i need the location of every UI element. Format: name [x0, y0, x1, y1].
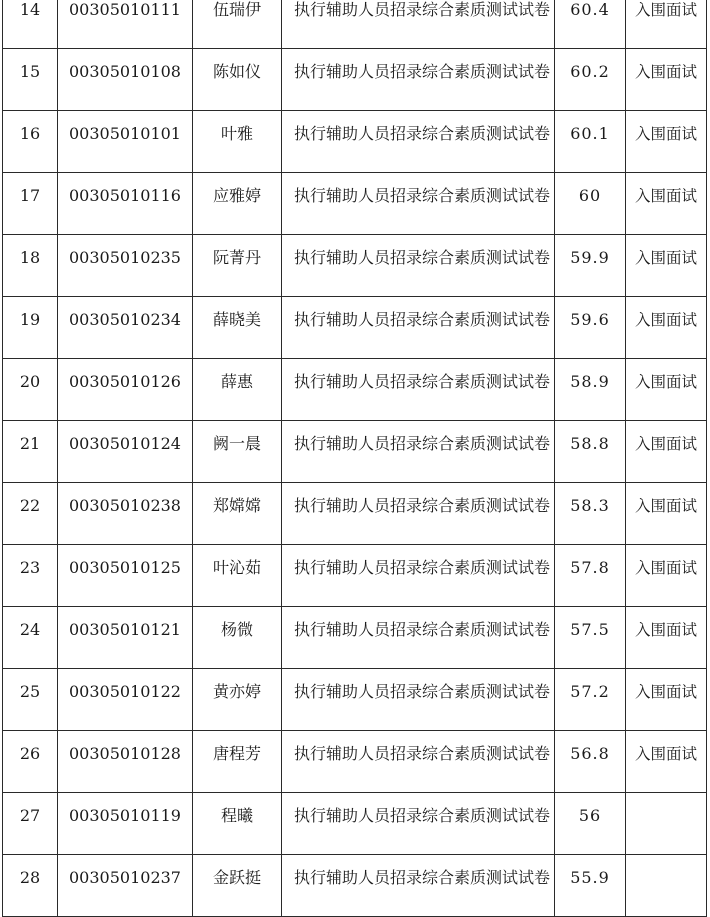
- score-cell: [555, 0, 626, 49]
- result-status: 入围面试: [634, 249, 697, 267]
- exam-name: 执行辅助人员招录综合素质测试试卷: [294, 0, 551, 19]
- seq-cell: [3, 669, 58, 731]
- score: 59.6: [570, 310, 610, 329]
- exam-cell: [282, 545, 555, 607]
- candidate-name-cell: [193, 235, 282, 297]
- exam-name: 执行辅助人员招录综合素质测试试卷: [294, 806, 551, 825]
- candidate-id: 00305010121: [69, 620, 181, 639]
- candidate-id-cell: [58, 173, 193, 235]
- seq-cell: [3, 49, 58, 111]
- result-status: 入围面试: [634, 559, 697, 577]
- candidate-name-cell: [193, 49, 282, 111]
- score: 59.9: [570, 248, 610, 267]
- result-status: 入围面试: [634, 745, 697, 763]
- exam-name: 执行辅助人员招录综合素质测试试卷: [294, 372, 551, 391]
- table-row: [3, 111, 707, 173]
- exam-cell: [282, 669, 555, 731]
- exam-cell: [282, 49, 555, 111]
- exam-name: 执行辅助人员招录综合素质测试试卷: [294, 310, 551, 329]
- result-cell: [626, 359, 707, 421]
- result-cell: [626, 49, 707, 111]
- exam-cell: [282, 731, 555, 793]
- result-status: 入围面试: [634, 373, 697, 391]
- candidate-name: 薛晓美: [212, 310, 261, 329]
- exam-cell: [282, 111, 555, 173]
- seq-cell: [3, 297, 58, 359]
- result-cell: [626, 0, 707, 49]
- table-row: [3, 855, 707, 917]
- exam-name: 执行辅助人员招录综合素质测试试卷: [294, 62, 551, 81]
- candidate-name: 唐程芳: [212, 744, 261, 763]
- score-cell: [555, 731, 626, 793]
- seq-number: 28: [19, 868, 41, 887]
- candidate-name: 黄亦婷: [212, 682, 261, 701]
- seq-number: 15: [19, 62, 41, 81]
- candidate-id: 00305010122: [69, 682, 181, 701]
- candidate-name: 阙一晨: [212, 434, 261, 453]
- score: 55.9: [570, 868, 610, 887]
- score-cell: [555, 483, 626, 545]
- table-row: [3, 669, 707, 731]
- candidate-name: 叶雅: [220, 124, 253, 143]
- candidate-name: 杨微: [220, 620, 253, 639]
- seq-number: 17: [19, 186, 41, 205]
- result-status: 入围面试: [634, 497, 697, 515]
- result-cell: [626, 483, 707, 545]
- candidate-id: 00305010111: [69, 0, 181, 19]
- result-cell: [626, 607, 707, 669]
- candidate-id: 00305010124: [69, 434, 181, 453]
- result-status: 入围面试: [634, 1, 697, 19]
- score: 60.4: [570, 0, 610, 19]
- score: 57.5: [570, 620, 610, 639]
- exam-name: 执行辅助人员招录综合素质测试试卷: [294, 868, 551, 887]
- candidate-id: 00305010125: [69, 558, 181, 577]
- candidate-id-cell: [58, 731, 193, 793]
- seq-number: 20: [19, 372, 41, 391]
- candidate-id-cell: [58, 111, 193, 173]
- table-row: [3, 483, 707, 545]
- table-row: [3, 545, 707, 607]
- candidate-id-cell: [58, 297, 193, 359]
- candidate-name: 金跃挺: [212, 868, 261, 887]
- candidate-name-cell: [193, 0, 282, 49]
- score: 56: [578, 806, 602, 825]
- candidate-id-cell: [58, 421, 193, 483]
- score-cell: [555, 421, 626, 483]
- candidate-name-cell: [193, 793, 282, 855]
- table-row: [3, 235, 707, 297]
- seq-cell: [3, 731, 58, 793]
- seq-cell: [3, 607, 58, 669]
- candidate-id: 00305010101: [69, 124, 181, 143]
- exam-cell: [282, 793, 555, 855]
- seq-cell: [3, 173, 58, 235]
- candidate-name-cell: [193, 421, 282, 483]
- candidate-name: 郑嫦嫦: [212, 496, 261, 515]
- candidate-name: 伍瑞伊: [212, 0, 261, 19]
- table-row: [3, 0, 707, 49]
- candidate-id: 00305010126: [69, 372, 181, 391]
- candidate-name-cell: [193, 545, 282, 607]
- exam-cell: [282, 483, 555, 545]
- seq-number: 27: [19, 806, 41, 825]
- seq-number: 21: [19, 434, 41, 453]
- candidate-name: 程曦: [220, 806, 253, 825]
- seq-cell: [3, 235, 58, 297]
- candidate-id: 00305010235: [69, 248, 181, 267]
- score-cell: [555, 49, 626, 111]
- score: 60: [578, 186, 602, 205]
- exam-name: 执行辅助人员招录综合素质测试试卷: [294, 558, 551, 577]
- score-cell: [555, 235, 626, 297]
- table-row: [3, 607, 707, 669]
- table-row: [3, 297, 707, 359]
- exam-name: 执行辅助人员招录综合素质测试试卷: [294, 620, 551, 639]
- result-cell: [626, 793, 707, 855]
- seq-number: 24: [19, 620, 41, 639]
- score: 58.3: [570, 496, 610, 515]
- exam-name: 执行辅助人员招录综合素质测试试卷: [294, 496, 551, 515]
- table-row: [3, 731, 707, 793]
- exam-name: 执行辅助人员招录综合素质测试试卷: [294, 186, 551, 205]
- score-cell: [555, 359, 626, 421]
- score-cell: [555, 173, 626, 235]
- exam-cell: [282, 235, 555, 297]
- table-row: [3, 49, 707, 111]
- seq-number: 16: [19, 124, 41, 143]
- seq-number: 14: [19, 0, 41, 19]
- result-cell: [626, 297, 707, 359]
- candidate-name: 应雅婷: [212, 186, 261, 205]
- exam-cell: [282, 421, 555, 483]
- candidate-id-cell: [58, 0, 193, 49]
- score-cell: [555, 793, 626, 855]
- seq-cell: [3, 111, 58, 173]
- score: 58.8: [570, 434, 610, 453]
- exam-cell: [282, 855, 555, 917]
- exam-name: 执行辅助人员招录综合素质测试试卷: [294, 744, 551, 763]
- exam-cell: [282, 0, 555, 49]
- result-cell: [626, 669, 707, 731]
- exam-name: 执行辅助人员招录综合素质测试试卷: [294, 434, 551, 453]
- result-status: 入围面试: [634, 187, 697, 205]
- seq-number: 19: [19, 310, 41, 329]
- score-cell: [555, 855, 626, 917]
- candidate-name: 叶沁茹: [212, 558, 261, 577]
- candidate-id-cell: [58, 855, 193, 917]
- seq-number: 22: [19, 496, 41, 515]
- result-cell: [626, 173, 707, 235]
- candidate-name-cell: [193, 731, 282, 793]
- candidate-name-cell: [193, 855, 282, 917]
- score-cell: [555, 297, 626, 359]
- result-cell: [626, 545, 707, 607]
- exam-cell: [282, 297, 555, 359]
- candidate-id-cell: [58, 49, 193, 111]
- candidate-id-cell: [58, 483, 193, 545]
- candidate-id: 00305010234: [69, 310, 181, 329]
- result-cell: [626, 855, 707, 917]
- score: 57.2: [570, 682, 610, 701]
- seq-cell: [3, 793, 58, 855]
- score-cell: [555, 545, 626, 607]
- score-cell: [555, 111, 626, 173]
- score: 60.1: [570, 124, 610, 143]
- exam-cell: [282, 607, 555, 669]
- candidate-name-cell: [193, 607, 282, 669]
- seq-number: 25: [19, 682, 41, 701]
- candidate-name-cell: [193, 111, 282, 173]
- results-table: [2, 0, 707, 917]
- candidate-name-cell: [193, 669, 282, 731]
- candidate-id-cell: [58, 359, 193, 421]
- table-row: [3, 421, 707, 483]
- result-status: 入围面试: [634, 125, 697, 143]
- table-row: [3, 793, 707, 855]
- candidate-name: 薛惠: [220, 372, 253, 391]
- results-table-body: [3, 0, 707, 917]
- candidate-name: 陈如仪: [212, 62, 261, 81]
- exam-name: 执行辅助人员招录综合素质测试试卷: [294, 682, 551, 701]
- result-status: [626, 855, 706, 869]
- exam-cell: [282, 173, 555, 235]
- exam-cell: [282, 359, 555, 421]
- result-cell: [626, 731, 707, 793]
- result-cell: [626, 235, 707, 297]
- result-status: 入围面试: [634, 311, 697, 329]
- candidate-id-cell: [58, 607, 193, 669]
- score-cell: [555, 669, 626, 731]
- seq-cell: [3, 545, 58, 607]
- exam-name: 执行辅助人员招录综合素质测试试卷: [294, 124, 551, 143]
- result-cell: [626, 111, 707, 173]
- result-status: 入围面试: [634, 63, 697, 81]
- candidate-id: 00305010237: [69, 868, 181, 887]
- seq-number: 18: [19, 248, 41, 267]
- score-cell: [555, 607, 626, 669]
- table-row: [3, 173, 707, 235]
- table-row: [3, 359, 707, 421]
- seq-cell: [3, 855, 58, 917]
- seq-number: 26: [19, 744, 41, 763]
- result-status: 入围面试: [634, 683, 697, 701]
- candidate-id: 00305010128: [69, 744, 181, 763]
- result-status: 入围面试: [634, 621, 697, 639]
- result-cell: [626, 421, 707, 483]
- seq-cell: [3, 359, 58, 421]
- candidate-id: 00305010119: [69, 806, 181, 825]
- seq-cell: [3, 483, 58, 545]
- seq-number: 23: [19, 558, 41, 577]
- seq-cell: [3, 421, 58, 483]
- candidate-name-cell: [193, 359, 282, 421]
- score: 58.9: [570, 372, 610, 391]
- candidate-id-cell: [58, 793, 193, 855]
- candidate-id: 00305010238: [69, 496, 181, 515]
- result-status: 入围面试: [634, 435, 697, 453]
- candidate-name-cell: [193, 297, 282, 359]
- candidate-name-cell: [193, 173, 282, 235]
- candidate-id: 00305010116: [69, 186, 181, 205]
- score: 56.8: [570, 744, 610, 763]
- candidate-name: 阮菁丹: [212, 248, 261, 267]
- score: 60.2: [570, 62, 610, 81]
- score: 57.8: [570, 558, 610, 577]
- candidate-name-cell: [193, 483, 282, 545]
- result-status: [626, 793, 706, 807]
- candidate-id-cell: [58, 669, 193, 731]
- candidate-id-cell: [58, 235, 193, 297]
- seq-cell: [3, 0, 58, 49]
- candidate-id: 00305010108: [69, 62, 181, 81]
- candidate-id-cell: [58, 545, 193, 607]
- exam-name: 执行辅助人员招录综合素质测试试卷: [294, 248, 551, 267]
